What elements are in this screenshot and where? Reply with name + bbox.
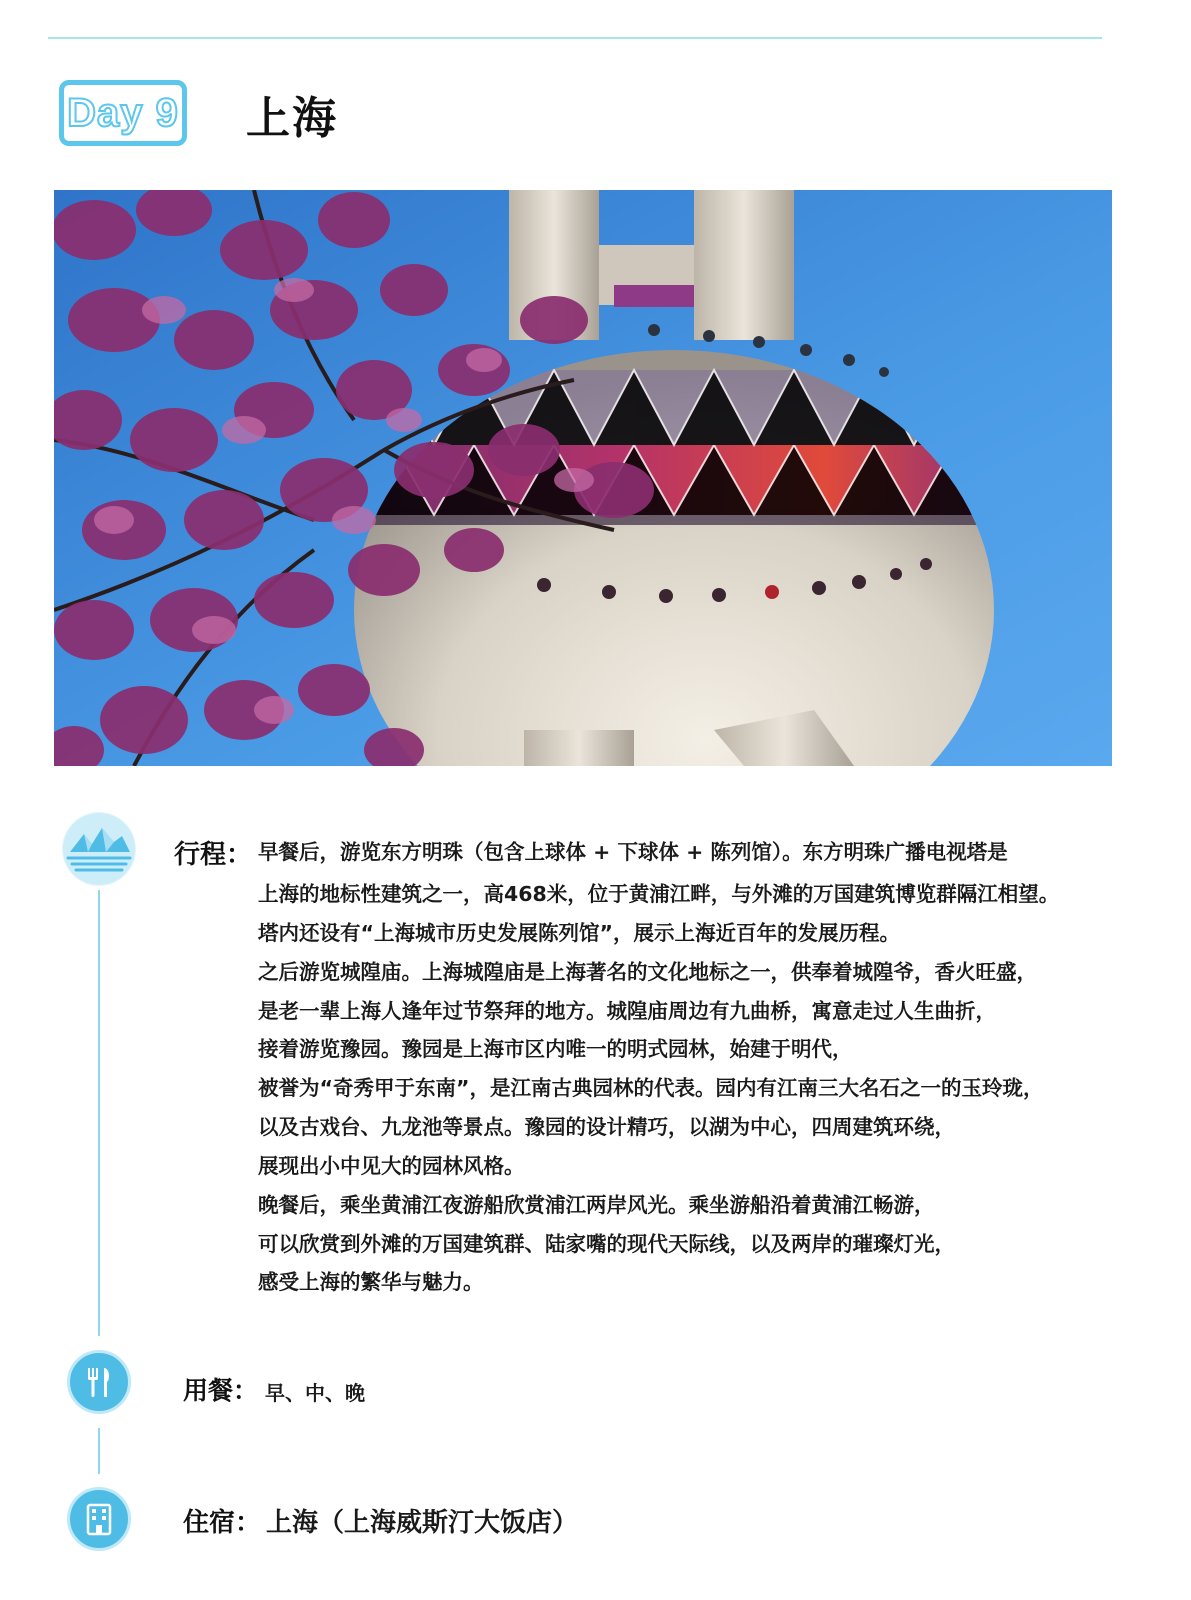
hero-photo (54, 190, 1112, 766)
fork-knife-icon (67, 1350, 131, 1414)
itinerary-line: 晚餐后，乘坐黄浦江夜游船欣赏浦江两岸风光。乘坐游船沿着黄浦江畅游， (258, 1193, 935, 1217)
itinerary-line: 上海的地标性建筑之一，高468米，位于黄浦江畔，与外滩的万国建筑博览群隔江相望。 (258, 882, 1060, 906)
itinerary-line: 塔内还设有“上海城市历史发展陈列馆”，展示上海近百年的发展历程。 (258, 921, 900, 945)
meals-label: 用餐： (183, 1376, 259, 1405)
lodging-label: 住宿： (183, 1508, 262, 1538)
itinerary-line: 之后游览城隍庙。上海城隍庙是上海著名的文化地标之一，供奉着城隍爷，香火旺盛， (258, 960, 1037, 984)
meals-value: 早、中、晚 (265, 1381, 365, 1405)
itinerary-line: 以及古戏台、九龙池等景点。豫园的设计精巧，以湖为中心，四周建筑环绕， (258, 1115, 955, 1139)
itinerary-line: 可以欣赏到外滩的万国建筑群、陆家嘴的现代天际线，以及两岸的璀璨灯光， (258, 1232, 955, 1256)
mountain-lake-icon (62, 812, 136, 886)
timeline-line-2 (98, 1428, 100, 1474)
itinerary-line: 展现出小中见大的园林风格。 (258, 1154, 525, 1178)
itinerary-line: 早餐后，游览东方明珠（包含上球体 + 下球体 + 陈列馆）。东方明珠广播电视塔是 (258, 840, 1008, 864)
timeline-line-1 (98, 890, 100, 1336)
city-title: 上海 (246, 93, 338, 144)
itinerary-line: 感受上海的繁华与魅力。 (258, 1270, 484, 1294)
itinerary-label: 行程： (174, 840, 253, 870)
itinerary-line: 是老一辈上海人逢年过节祭拜的地方。城隍庙周边有九曲桥，寓意走过人生曲折， (258, 999, 996, 1023)
itinerary-line: 接着游览豫园。豫园是上海市区内唯一的明式园林，始建于明代， (258, 1037, 853, 1061)
itinerary-line: 被誉为“奇秀甲于东南”，是江南古典园林的代表。园内有江南三大名石之一的玉玲珑， (258, 1076, 1044, 1100)
day-label: Day 9 (67, 90, 179, 135)
day-badge (59, 80, 187, 146)
lodging-value: 上海（上海威斯汀大饭店） (266, 1508, 579, 1538)
oriental-pearl-tower-image (54, 190, 1112, 766)
hotel-building-icon (67, 1487, 131, 1551)
top-divider (48, 37, 1102, 39)
